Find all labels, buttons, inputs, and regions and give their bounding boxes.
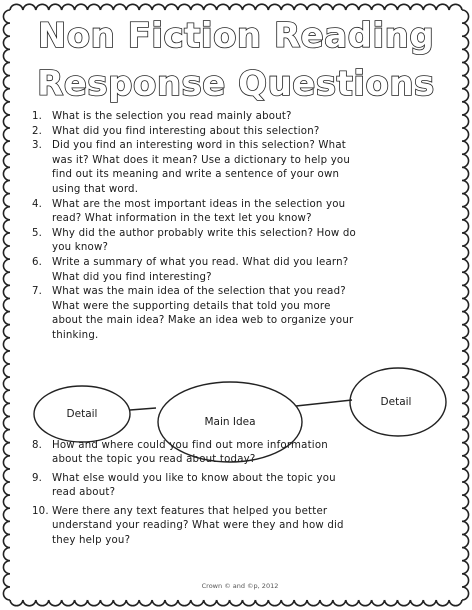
question-line: was it? What does it mean? Use a dictionary to help you <box>52 154 351 166</box>
question-line: Write a summary of what you read. What did you learn? <box>52 256 349 268</box>
question-item <box>24 285 444 343</box>
question-item <box>24 110 444 125</box>
question-text <box>52 285 444 343</box>
question-item <box>24 227 444 256</box>
question-line: you know? <box>52 242 109 254</box>
question-number: 2. <box>32 125 43 137</box>
question-line: using that word. <box>52 183 139 195</box>
question-line: read about? <box>52 487 116 499</box>
copyright-credit: Crown © and ©p, 2012 <box>201 582 279 590</box>
question-line: understand your reading? What were they and how did <box>52 520 344 532</box>
connector-left <box>130 408 156 410</box>
question-item <box>24 139 444 197</box>
question-number: 4. <box>32 198 43 210</box>
question-text <box>52 256 444 285</box>
question-text <box>52 139 444 197</box>
question-list <box>24 110 444 549</box>
question-number: 6. <box>32 256 43 268</box>
question-number: 7. <box>32 286 43 298</box>
question-line: about the topic you read about today? <box>52 454 256 466</box>
question-line: What else would you like to know about the topic you <box>52 472 336 484</box>
question-line: How and where could you find out more information <box>52 439 328 451</box>
question-line: Did you find an interesting word in this selection? What <box>52 140 346 152</box>
question-line: What is the selection you read mainly about? <box>52 111 292 122</box>
question-text <box>52 505 444 549</box>
question-line: Why did the author probably write this selection? How do <box>52 227 356 239</box>
question-number: 5. <box>32 227 43 239</box>
question-line: thinking. <box>52 329 99 341</box>
question-line: find out its meaning and write a sentence of your own <box>52 169 340 181</box>
question-number: 1. <box>32 111 43 122</box>
question-number: 3. <box>32 140 43 152</box>
question-text <box>52 227 444 256</box>
question-text <box>52 110 444 125</box>
question-item <box>24 256 444 285</box>
question-line: What did you find interesting about this selection? <box>52 125 320 137</box>
question-text <box>52 472 444 501</box>
question-line: they help you? <box>52 535 131 547</box>
question-line: read? What information in the text let you know? <box>52 213 312 225</box>
question-line: What were the supporting details that told you more <box>52 300 331 312</box>
question-number: 8. <box>32 439 43 451</box>
detail-left-label: Detail <box>66 408 98 420</box>
question-item <box>24 198 444 227</box>
question-number: 10. <box>32 505 49 517</box>
question-item <box>24 125 444 140</box>
question-text <box>52 198 444 227</box>
question-line: What did you find interesting? <box>52 271 212 283</box>
main-idea-label: Main Idea <box>204 416 256 428</box>
question-number: 9. <box>32 472 43 484</box>
question-line: about the main idea? Make an idea web to organize your <box>52 315 354 327</box>
question-text <box>52 125 444 140</box>
question-line: What was the main idea of the selection that you read? <box>52 286 346 298</box>
title-line-2: Response Questions <box>37 64 435 104</box>
question-line: What are the most important ideas in the selection you <box>52 198 346 210</box>
question-line: Were there any text features that helped you better <box>52 505 328 517</box>
question-item <box>24 472 444 501</box>
detail-right-label: Detail <box>380 396 412 408</box>
title-line-1: Non Fiction Reading <box>37 16 435 56</box>
connector-right <box>296 400 352 406</box>
question-item <box>24 505 444 549</box>
idea-web-diagram <box>30 358 450 470</box>
